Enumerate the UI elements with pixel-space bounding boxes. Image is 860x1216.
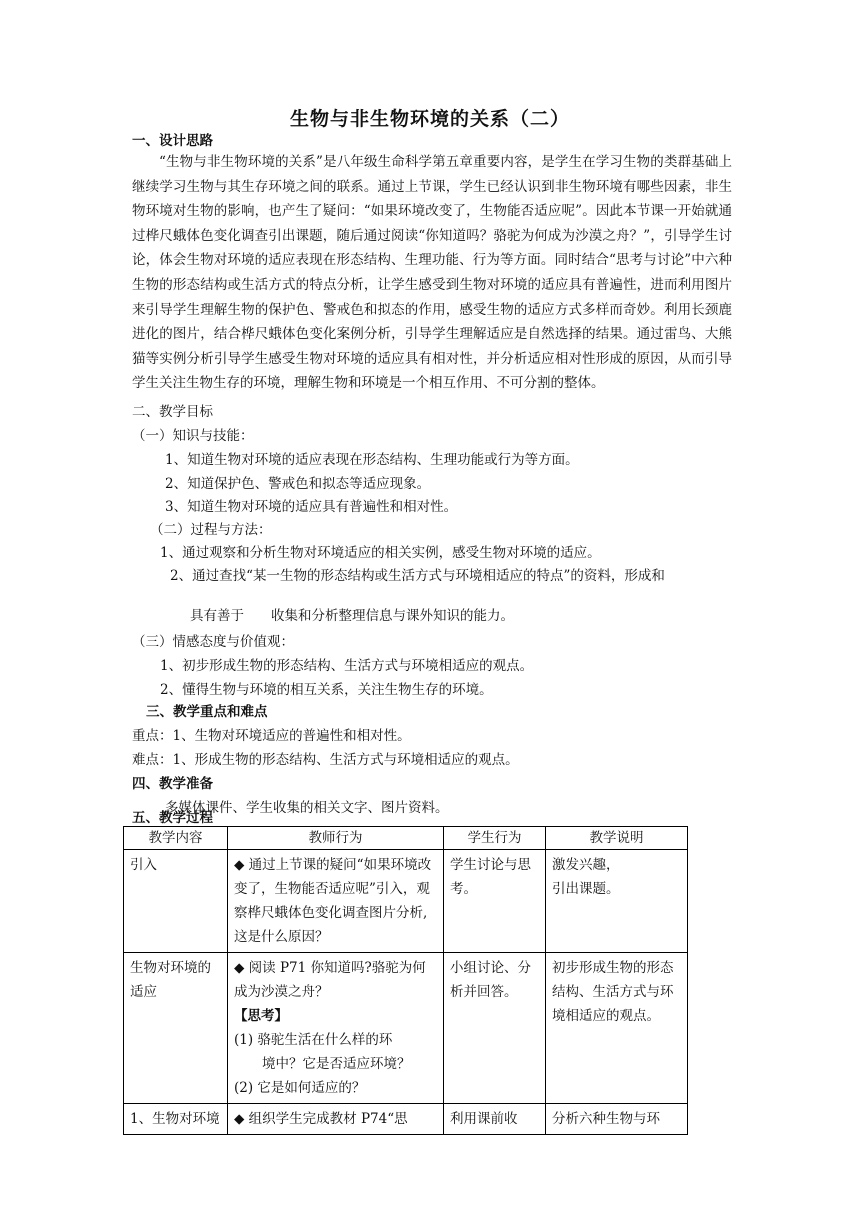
attitude-values-heading: （三）情感态度与价值观： <box>132 634 294 650</box>
knowledge-skills-heading: （一）知识与技能： <box>132 428 254 444</box>
row2-teacher <box>228 953 444 1104</box>
row2-note: 初步形成生物的形态结构、生活方式与环境相适应的观点。 <box>546 953 688 1104</box>
design-idea-paragraph: “生物与非生物环境的关系”是八年级生命科学第五章重要内容，是学生在学习生物的类群基础上继续学习生物与其生存环境之间的联系。通过上节课，学生已经认识到非生物环境有哪些因素，非生物环境对生物的影响，也产生了疑问：“如果环境改变了，生物能否适应呢”。因此本节课一开始就通过桦尺蛾体色变化调查引出课题，随后通过阅读“你知道吗？骆驼为何成为沙漠之舟？”，引导学生讨论，体会生物对环境的适应表现在形态结构、生理功能、行为等方面。同时结合“思考与讨论”中六种生物的形态结构或生活方式的特点分析，让学生感受到生物对环境的适应具有普遍性，进而利用图片来引导学生理解生物的保护色、警戒色和拟态的作用，感受生物的适应方式多样而奇妙。利用长颈鹿进化的图片，结合桦尺蛾体色变化案例分析，引导学生理解适应是自然选择的结果。通过雷鸟、大熊猫等实例分析引导学生感受生物对环境的适应具有相对性，并分析适应相对性形成的原因，从而引导学生关注生物生存的环境，理解生物和环境是一个相互作用、不可分割的整体。 <box>132 154 732 392</box>
knowledge-item-1: 1、知道生物对环境的适应表现在形态结构、生理功能或行为等方面。 <box>165 452 579 468</box>
header-teaching-content: 教学内容 <box>124 827 228 850</box>
section2-heading: 二、教学目标 <box>132 404 213 420</box>
knowledge-item-2: 2、知道保护色、警戒色和拟态等适应现象。 <box>165 476 431 492</box>
teaching-process-table <box>123 826 688 1135</box>
row2-teacher-q1b: 境中？它是否适应环境？ <box>262 1056 411 1072</box>
row3-teacher: ◆ 组织学生完成教材 P74“思 <box>228 1104 444 1135</box>
section4-heading: 四、教学准备 <box>132 776 213 792</box>
section1-heading: 一、设计思路 <box>132 133 213 149</box>
knowledge-item-3: 3、知道生物对环境的适应具有普遍性和相对性。 <box>165 499 458 515</box>
table-row <box>124 953 688 1104</box>
section3-heading: 三、教学重点和难点 <box>146 704 268 720</box>
header-teacher-behavior: 教师行为 <box>228 827 444 850</box>
process-method-heading: （二）过程与方法： <box>150 522 272 538</box>
header-student-behavior: 学生行为 <box>444 827 546 850</box>
row3-student: 利用课前收 <box>444 1104 546 1135</box>
process-item-2-continuation: 具有善于 收集和分析整理信息与课外知识的能力。 <box>190 608 514 624</box>
attitude-item-2: 2、懂得生物与环境的相互关系，关注生物生存的环境。 <box>160 682 493 698</box>
row2-teacher-intro: ◆ 阅读 P71 你知道吗?骆驼为何成为沙漠之舟？ <box>234 960 426 1000</box>
document-title: 生物与非生物环境的关系（二） <box>289 108 570 130</box>
row2-teacher-q2: (2) 它是如何适应的？ <box>234 1080 366 1096</box>
table-row <box>124 1104 688 1135</box>
table-header-row <box>124 827 688 850</box>
row3-note: 分析六种生物与环 <box>546 1104 688 1135</box>
row1-note-line1: 激发兴趣， <box>552 857 620 873</box>
row1-note <box>546 850 688 953</box>
row2-content: 生物对环境的适应 <box>124 953 228 1104</box>
row1-teacher: ◆ 通过上节课的疑问“如果环境改变了，生物能否适应呢”引入，观察桦尺蛾体色变化调查图片分析,这是什么原因？ <box>228 850 444 953</box>
process-item-2: 2、通过查找“某一生物的形态结构或生活方式与环境相适应的特点”的资料，形成和 <box>170 568 665 584</box>
attitude-item-1: 1、初步形成生物的形态结构、生活方式与环境相适应的观点。 <box>160 658 534 674</box>
row2-student: 小组讨论、分析并回答。 <box>444 953 546 1104</box>
row3-content: 1、生物对环境 <box>124 1104 228 1135</box>
row2-teacher-q1a: (1) 骆驼生活在什么样的环 <box>234 1032 393 1048</box>
row1-note-line2: 引出课题。 <box>552 881 620 897</box>
preparation-text: 多媒体课件、学生收集的相关文字、图片资料。 <box>165 800 449 816</box>
section5-heading: 五、教学过程 <box>132 810 213 826</box>
table-row <box>124 850 688 953</box>
row1-content: 引入 <box>124 850 228 953</box>
difficulty-text: 难点：1、形成生物的形态结构、生活方式与环境相适应的观点。 <box>132 752 519 768</box>
key-point-text: 重点：1、生物对环境适应的普遍性和相对性。 <box>132 728 411 744</box>
row2-teacher-think: 【思考】 <box>234 1008 288 1024</box>
row1-student: 学生讨论与思考。 <box>444 850 546 953</box>
header-teaching-note: 教学说明 <box>546 827 688 850</box>
process-item-1: 1、通过观察和分析生物对环境适应的相关实例，感受生物对环境的适应。 <box>160 545 601 561</box>
